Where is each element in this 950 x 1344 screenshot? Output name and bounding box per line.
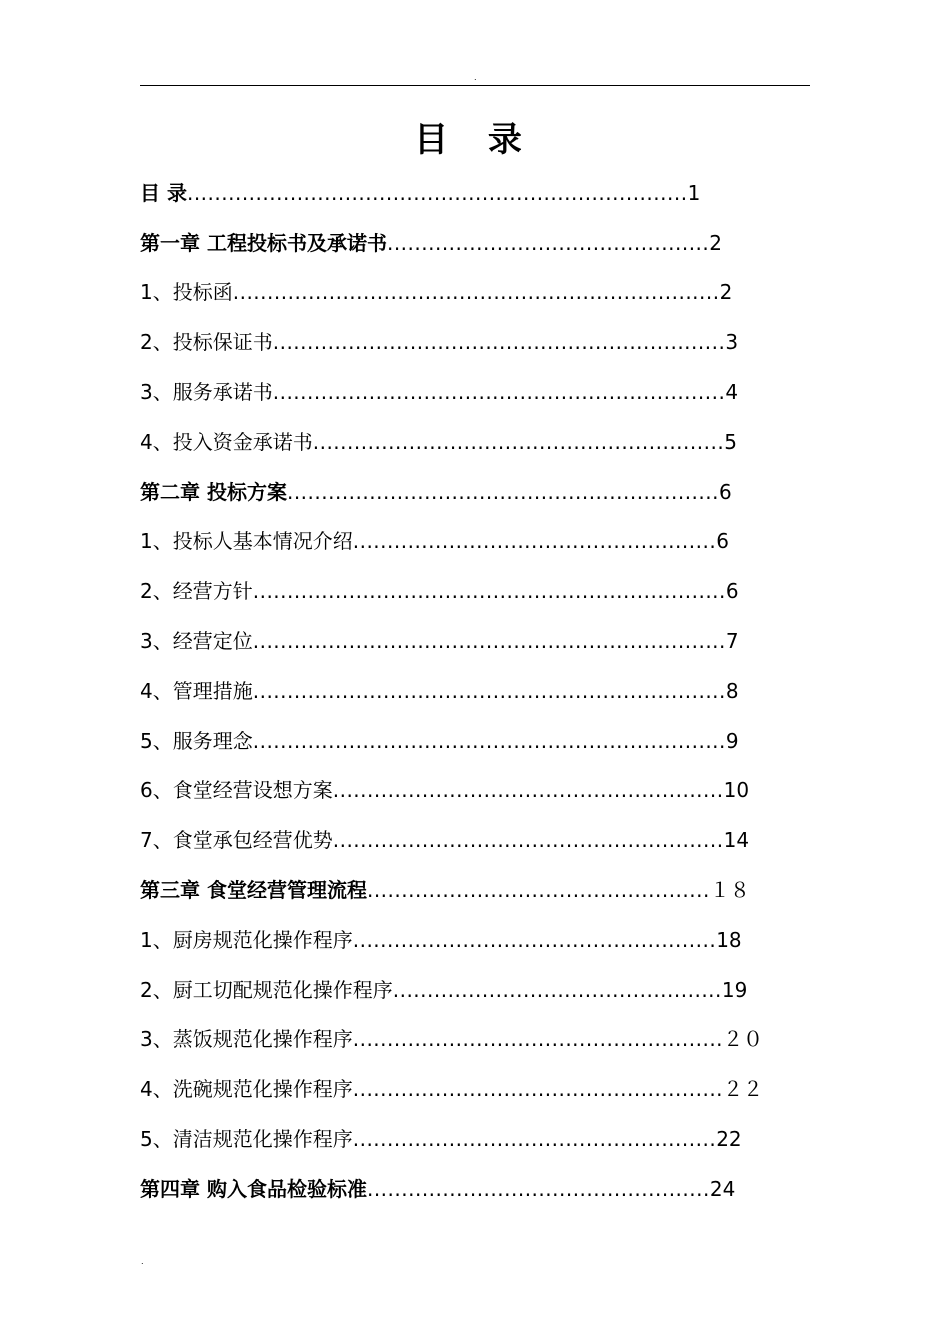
toc-page-number: 7	[725, 629, 739, 654]
toc-entry-label: 4、管理措施	[140, 678, 253, 703]
toc-entry-contents[interactable]	[140, 168, 820, 218]
toc-entry-label: 目 录	[140, 180, 187, 205]
toc-entry-section[interactable]	[140, 815, 820, 865]
toc-entry-section[interactable]	[140, 616, 820, 666]
toc-leader-dots: ..................................................................	[272, 330, 726, 355]
toc-entry-label: 5、清洁规范化操作程序	[140, 1127, 353, 1152]
toc-leader-dots: .....................................................................	[252, 579, 726, 604]
toc-entry-label: 7、食堂承包经营优势	[140, 828, 333, 853]
toc-leader-dots: ......................................................	[352, 1027, 724, 1052]
toc-entry-label: 3、蒸饭规范化操作程序	[140, 1027, 353, 1052]
toc-leader-dots: .....................................................................	[252, 678, 726, 703]
toc-leader-dots: .........................................................................	[186, 180, 688, 205]
toc-leader-dots: .....................................................................	[252, 629, 726, 654]
toc-entry-label: 2、投标保证书	[140, 330, 273, 355]
toc-entry-label: 1、投标人基本情况介绍	[140, 529, 353, 554]
toc-entry-label: 3、服务承诺书	[140, 380, 273, 405]
toc-entry-chapter-1[interactable]	[140, 218, 820, 268]
toc-leader-dots: .....................................................	[352, 529, 717, 554]
toc-leader-dots: .....................................................	[352, 927, 717, 952]
toc-leader-dots: .......................................................................	[232, 280, 720, 305]
toc-entry-label: 6、食堂经营设想方案	[140, 778, 333, 803]
toc-page-number: 5	[724, 429, 737, 454]
toc-entry-label: 第二章 投标方案	[140, 479, 287, 504]
toc-page-number: 24	[709, 1176, 736, 1201]
toc-entry-label: 2、厨工切配规范化操作程序	[140, 977, 393, 1002]
toc-page-number: 9	[725, 728, 739, 753]
toc-page-number: 22	[716, 1127, 742, 1152]
toc-entry-section[interactable]	[140, 317, 820, 367]
toc-leader-dots: .........................................................	[332, 828, 724, 853]
toc-page-number: 19	[721, 977, 748, 1002]
toc-entry-section[interactable]	[140, 716, 820, 766]
toc-entry-section[interactable]	[140, 915, 820, 965]
toc-page-number: 6	[725, 579, 739, 604]
toc-entry-label: 2、经营方针	[140, 579, 253, 604]
toc-leader-dots: ...............................................................	[286, 479, 719, 504]
toc-leader-dots: ...............................................	[386, 230, 710, 255]
toc-entry-section[interactable]	[140, 1015, 820, 1065]
toc-page-number: ２０	[723, 1027, 764, 1052]
toc-leader-dots: ..................................................	[366, 878, 710, 903]
toc-page-number: 3	[725, 330, 739, 355]
toc-list	[140, 168, 820, 1214]
toc-entry-section[interactable]	[140, 517, 820, 567]
toc-leader-dots: ................................................	[392, 977, 722, 1002]
toc-page-number: 18	[716, 927, 742, 952]
toc-leader-dots: ..................................................	[366, 1176, 710, 1201]
footer-mark: .	[141, 1257, 144, 1266]
toc-entry-section[interactable]	[140, 1064, 820, 1114]
toc-entry-section[interactable]	[140, 1114, 820, 1164]
toc-title: 目 录	[414, 120, 536, 160]
toc-entry-section[interactable]	[140, 268, 820, 318]
toc-entry-section[interactable]	[140, 367, 820, 417]
header-rule	[140, 85, 810, 86]
toc-leader-dots: ............................................................	[312, 429, 725, 454]
toc-entry-chapter-4[interactable]	[140, 1164, 820, 1214]
toc-entry-section[interactable]	[140, 666, 820, 716]
toc-page-number: 2	[719, 280, 733, 305]
toc-page-number: １８	[709, 878, 750, 903]
toc-entry-label: 第三章 食堂经营管理流程	[140, 878, 367, 903]
toc-page-number: 4	[725, 380, 739, 405]
toc-page-number: 14	[723, 828, 750, 853]
toc-entry-label: 4、洗碗规范化操作程序	[140, 1077, 353, 1102]
toc-entry-label: 1、投标函	[140, 280, 233, 305]
header-mark: .	[474, 73, 477, 82]
toc-page-number: 10	[723, 778, 750, 803]
toc-page-number: 6	[716, 529, 729, 554]
toc-entry-label: 5、服务理念	[140, 728, 253, 753]
toc-leader-dots: .....................................................	[352, 1127, 717, 1152]
toc-entry-chapter-2[interactable]	[140, 467, 820, 517]
toc-leader-dots: ......................................................	[352, 1077, 724, 1102]
toc-leader-dots: .........................................................	[332, 778, 724, 803]
toc-entry-section[interactable]	[140, 566, 820, 616]
toc-page-number: 1	[687, 180, 701, 205]
toc-page-number: 8	[725, 678, 739, 703]
toc-page-number: 6	[719, 479, 732, 504]
toc-entry-chapter-3[interactable]	[140, 865, 820, 915]
toc-entry-section[interactable]	[140, 965, 820, 1015]
toc-entry-label: 3、经营定位	[140, 629, 253, 654]
toc-leader-dots: ..................................................................	[272, 380, 726, 405]
toc-entry-label: 第四章 购入食品检验标准	[140, 1176, 367, 1201]
toc-entry-section[interactable]	[140, 417, 820, 467]
toc-entry-label: 第一章 工程投标书及承诺书	[140, 230, 387, 255]
toc-page-number: ２２	[723, 1077, 764, 1102]
toc-entry-section[interactable]	[140, 766, 820, 816]
toc-leader-dots: .....................................................................	[252, 728, 726, 753]
toc-entry-label: 4、投入资金承诺书	[140, 429, 313, 454]
toc-entry-label: 1、厨房规范化操作程序	[140, 927, 353, 952]
toc-page-number: 2	[709, 230, 723, 255]
